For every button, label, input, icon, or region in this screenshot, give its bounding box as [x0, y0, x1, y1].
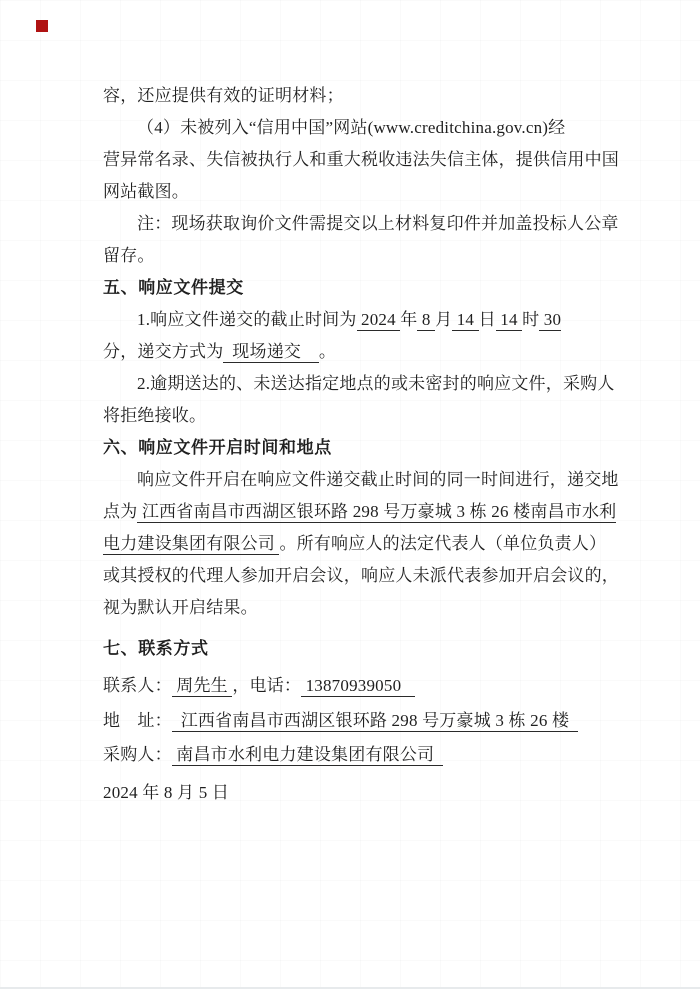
- text-segment: 五、响应文件提交: [103, 278, 244, 297]
- filled-blank: 现场递交: [223, 342, 319, 361]
- text-line: [103, 144, 619, 176]
- filled-blank: 2024: [356, 310, 401, 329]
- text-line: [103, 670, 597, 702]
- filled-blank: 14: [452, 310, 479, 329]
- text-segment: 日: [478, 310, 496, 329]
- text-segment: 分，递交方式为: [103, 342, 224, 361]
- section-heading: [103, 432, 597, 464]
- text-segment: ，电话：: [232, 676, 302, 695]
- text-line: [103, 240, 597, 272]
- text-segment: 地 址：: [103, 711, 172, 730]
- text-segment: 七、联系方式: [103, 639, 209, 658]
- text-line: [103, 80, 597, 112]
- text-line: [103, 400, 597, 432]
- text-line: [103, 112, 597, 144]
- text-line: [103, 592, 597, 624]
- text-segment: 采购人：: [103, 745, 172, 764]
- text-line: [103, 777, 597, 809]
- text-segment: 时: [522, 310, 540, 329]
- text-segment: 将拒绝接收。: [103, 406, 207, 425]
- text-segment: 点为: [103, 502, 138, 521]
- text-segment: 联系人：: [103, 676, 172, 695]
- filled-blank: 14: [495, 310, 523, 329]
- text-segment: 。所有响应人的法定代表人（单位负责人）: [279, 534, 607, 553]
- text-segment: 容，还应提供有效的证明材料；: [103, 86, 344, 105]
- text-segment: 视为默认开启结果。: [103, 598, 258, 617]
- text-line: [103, 304, 597, 336]
- text-segment: 或其授权的代理人参加开启会议，响应人未派代表参加开启会议的，: [103, 566, 619, 585]
- filled-blank: 周先生: [171, 676, 233, 695]
- filled-blank: 南昌市水利电力建设集团有限公司: [171, 745, 444, 764]
- text-segment: 年: [400, 310, 418, 329]
- text-line: [103, 336, 597, 368]
- text-segment: 六、响应文件开启时间和地点: [103, 438, 332, 457]
- text-segment: 网站截图。: [103, 182, 189, 201]
- text-segment: 2024 年 8 月 5 日: [103, 783, 230, 802]
- text-segment: 响应文件开启在响应文件递交截止时间的同一时间进行，递交地: [137, 470, 619, 489]
- filled-blank: 电力建设集团有限公司: [103, 534, 280, 553]
- text-segment: 1.响应文件递交的截止时间为: [137, 310, 357, 329]
- filled-blank: 13870939050: [301, 676, 415, 695]
- text-segment: 月: [435, 310, 453, 329]
- text-line: [103, 528, 607, 560]
- text-line: [103, 464, 619, 496]
- text-line: [103, 560, 619, 592]
- text-line: [103, 739, 597, 771]
- text-segment: 留存。: [103, 246, 155, 265]
- filled-blank: 8: [417, 310, 436, 329]
- filled-blank: 江西省南昌市西湖区银环路 298 号万豪城 3 栋 26 楼: [171, 711, 579, 730]
- text-line: [103, 496, 617, 528]
- text-line: [103, 705, 597, 737]
- text-line: [103, 176, 597, 208]
- document-body: [103, 80, 619, 809]
- section-heading: [103, 272, 597, 304]
- text-line: [103, 208, 619, 240]
- text-segment: 2.逾期送达的、未送达指定地点的或未密封的响应文件，采购人: [137, 374, 615, 393]
- red-marker: [36, 20, 48, 32]
- filled-blank: 30: [539, 310, 562, 329]
- text-segment: 。: [318, 342, 337, 361]
- text-segment: 注：现场获取询价文件需提交以上材料复印件并加盖投标人公章: [137, 214, 619, 233]
- text-segment: （4）未被列入“信用中国”网站(www.creditchina.gov.cn)经: [137, 118, 566, 137]
- section-heading: [103, 633, 597, 665]
- filled-blank: 江西省南昌市西湖区银环路 298 号万豪城 3 栋 26 楼南昌市水利: [137, 502, 617, 521]
- text-segment: 营异常名录、失信被执行人和重大税收违法失信主体，提供信用中国: [103, 150, 619, 169]
- text-line: [103, 368, 615, 400]
